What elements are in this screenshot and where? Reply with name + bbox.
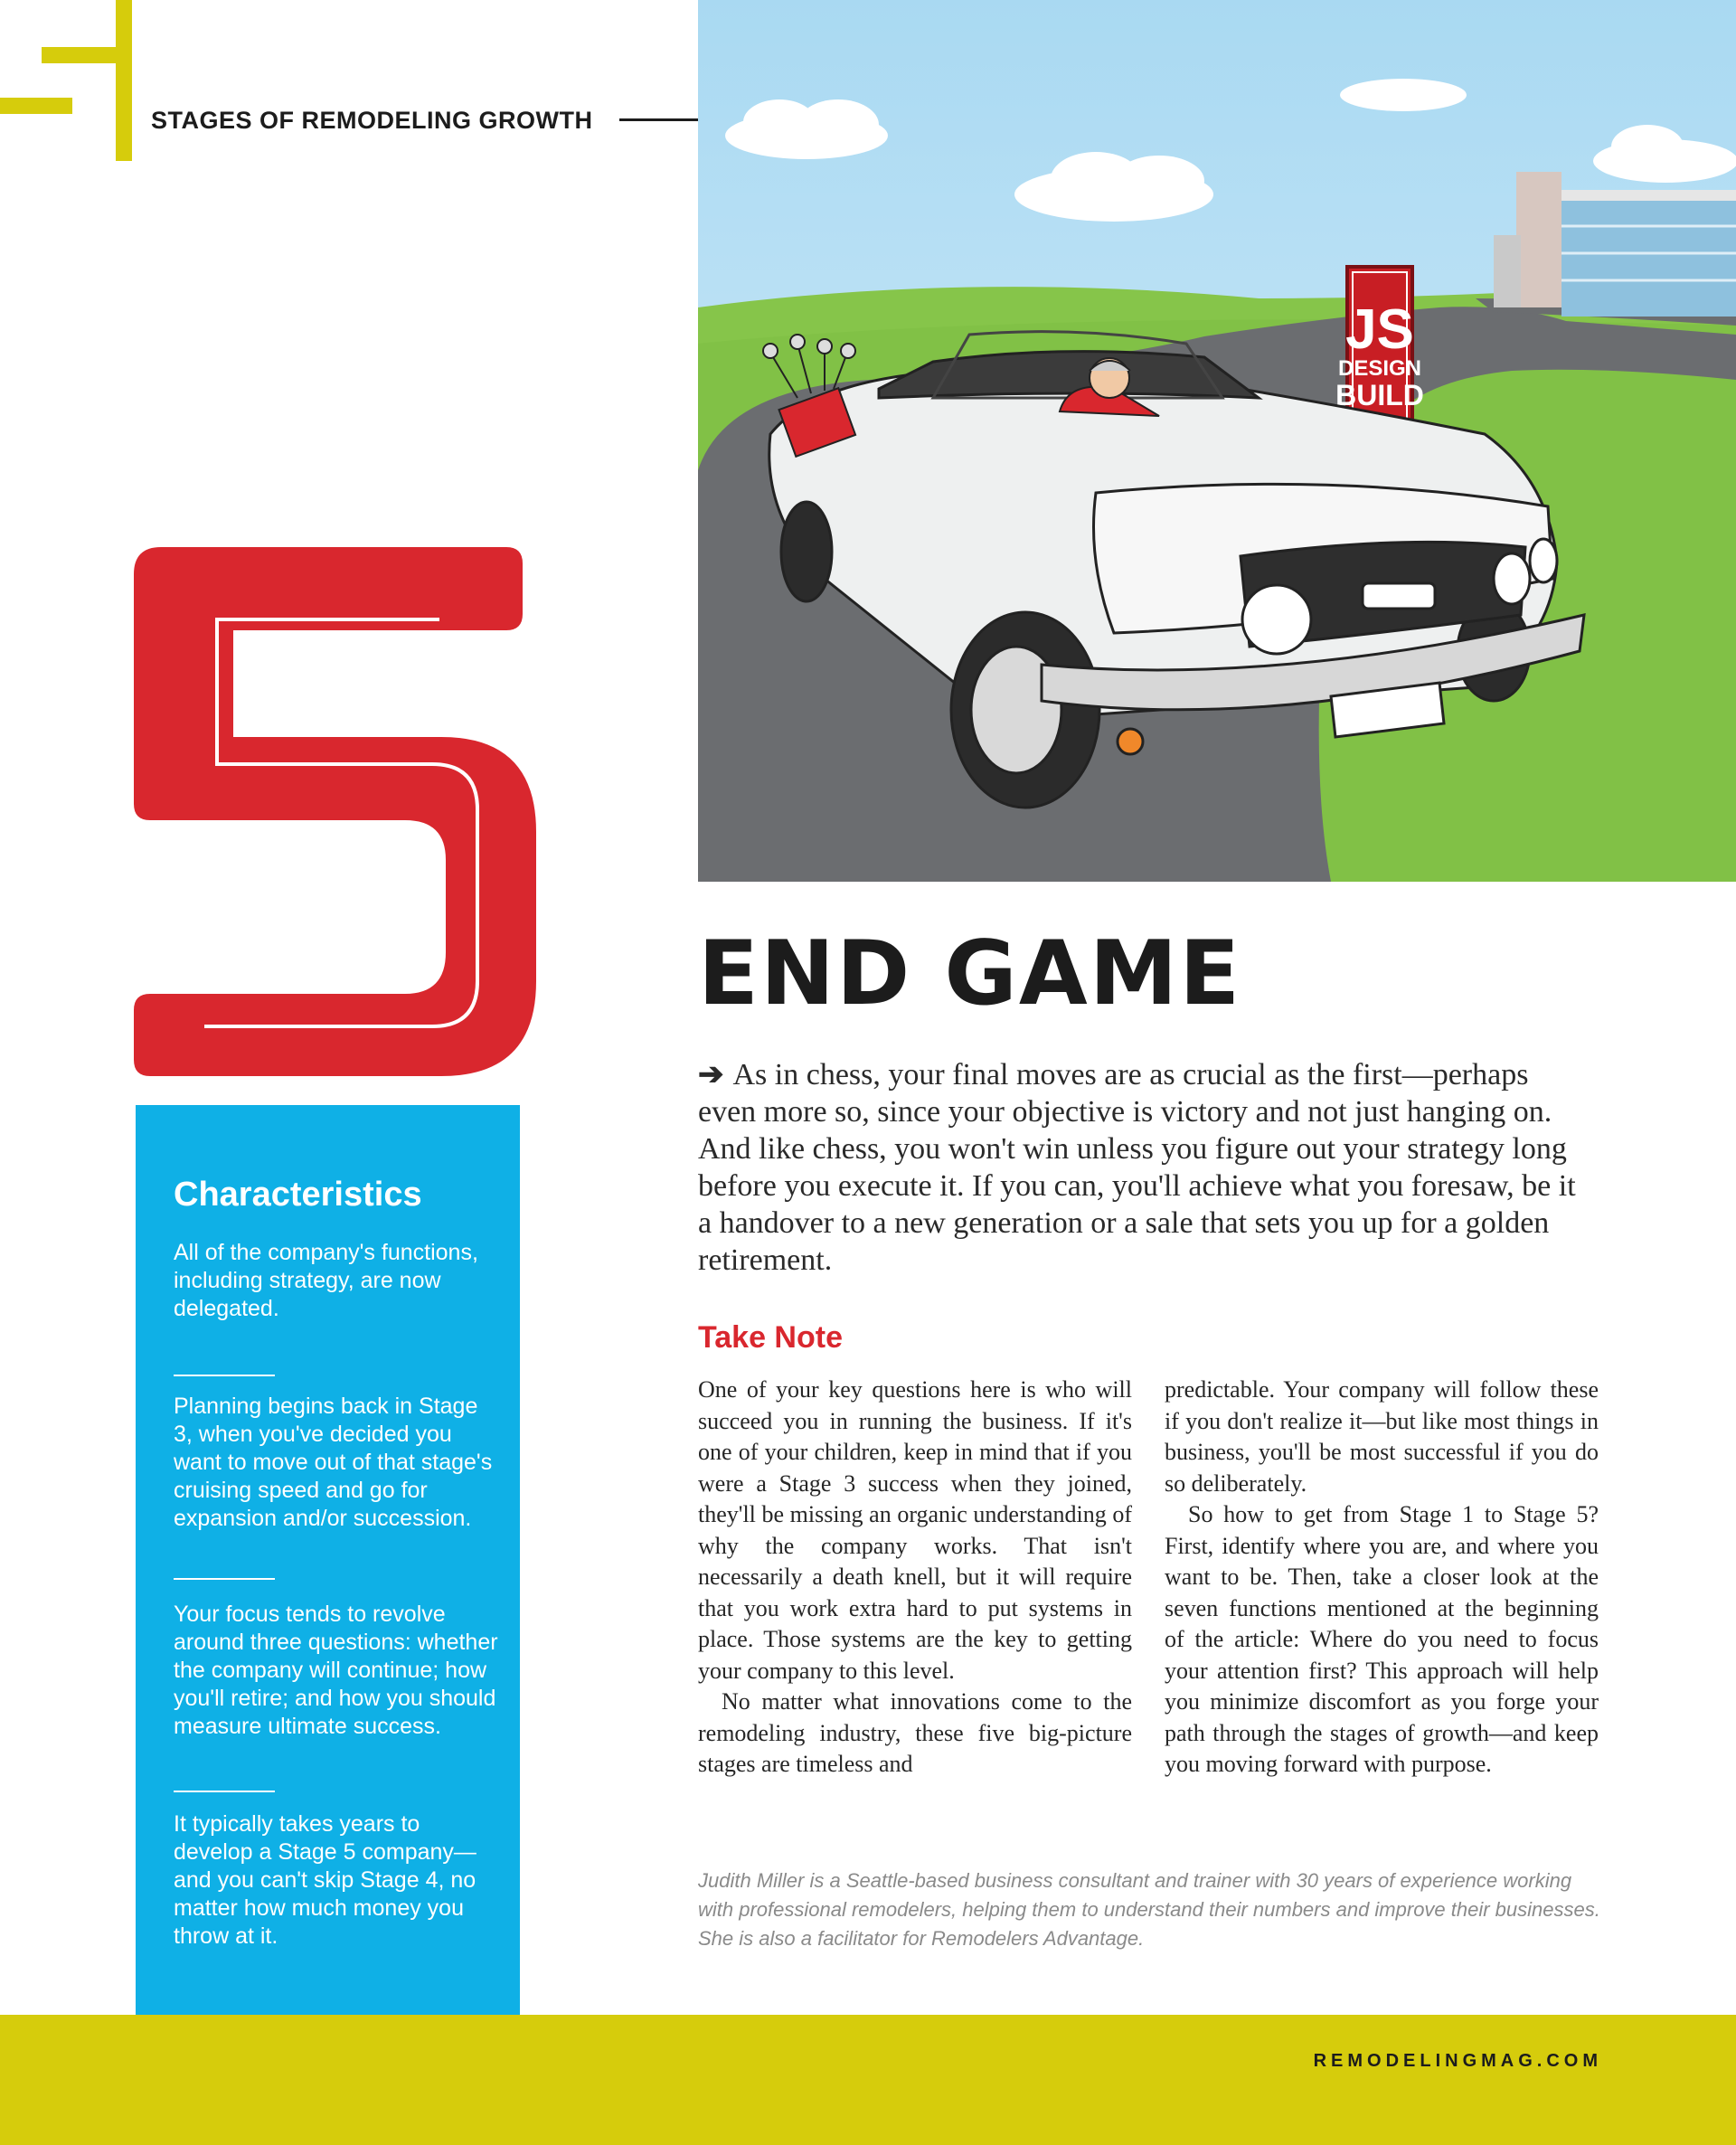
- characteristic-item: Planning begins back in Stage 3, when you've decided you want to move out of that stage's cruising speed and go for expansion and/or succession.: [174, 1394, 493, 1531]
- sidebar-divider: [174, 1375, 275, 1376]
- take-note-heading: Take Note: [698, 1320, 843, 1355]
- body-paragraph: One of your key questions here is who will succeed you in running the business. If it's one of your children, keep in mind that if you were a Stage 3 success when they joined, they'll be missing an organic understanding of why the company works. That isn't necessarily a death knell, but it will require that you work extra hard to put systems in place. Those systems are the key to getting your company to this level.: [698, 1376, 1132, 1684]
- article-intro: [698, 1056, 1580, 1279]
- body-paragraph: No matter what innovations come to the remodeling industry, these five big-picture stages are timeless and: [698, 1688, 1132, 1777]
- convertible-car-illustration: [698, 0, 1736, 882]
- body-paragraph: predictable. Your company will follow these if you don't realize it—but like most things in business, you'll be most successful if you do so deliberately.: [1165, 1376, 1599, 1497]
- sidebar-divider: [174, 1578, 275, 1580]
- intro-text: As in chess, your final moves are as crucial as the first—perhaps even more so, since your objective is victory and not just hanging on. And like chess, you won't win unless you figure out your strategy long before you execute it. If you can, you'll achieve what you foresaw, be it a handover to a new generation or a sale that sets you up for a golden retirement.: [698, 1058, 1576, 1277]
- characteristics-sidebar: [136, 1105, 520, 2145]
- body-column-right: [1165, 1375, 1599, 1781]
- svg-text:BUILD: BUILD: [1335, 379, 1424, 411]
- body-paragraph: So how to get from Stage 1 to Stage 5? First, identify where you are, and where you want to be. Then, take a closer look at the seven functions mentioned at the beginning of the article: Where do you need to focus your attention first? This approach will help you minimize discomfort as you forge your path through the stages of growth—and keep you moving forward with purpose.: [1165, 1501, 1599, 1777]
- article-title: END GAME: [698, 922, 1242, 1025]
- sidebar-title: Characteristics: [174, 1176, 422, 1214]
- stage-numeral-graphic: [134, 547, 536, 1076]
- characteristic-item: Your focus tends to revolve around three questions: whether the company will continue; how you'll retire; and how you should measure ultimate success.: [174, 1602, 498, 1739]
- sidebar-divider: [174, 1791, 275, 1792]
- section-label: STAGES OF REMODELING GROWTH: [151, 107, 593, 134]
- arrow-right-icon: ➔: [698, 1058, 724, 1091]
- svg-text:JS: JS: [1345, 298, 1414, 361]
- footer-band: [0, 2015, 1736, 2145]
- svg-text:DESIGN: DESIGN: [1337, 356, 1422, 381]
- body-column-left: [698, 1375, 1132, 1781]
- characteristic-item: It typically takes years to develop a Stage 5 company—and you can't skip Stage 4, no matter how much money you throw at it.: [174, 1811, 476, 1949]
- footer-url: REMODELINGMAG.COM: [1313, 2051, 1602, 2071]
- author-bio: Judith Miller is a Seattle-based business consultant and trainer with 30 years of experience working with professional remodelers, helping them to understand their numbers and improve their businesses. She is also a facilitator for Remodelers Advantage.: [698, 1869, 1600, 1950]
- characteristic-item: All of the company's functions, including strategy, are now delegated.: [174, 1240, 478, 1321]
- stage-corner-mark: [0, 0, 136, 163]
- office-building-graphic: [1494, 172, 1736, 317]
